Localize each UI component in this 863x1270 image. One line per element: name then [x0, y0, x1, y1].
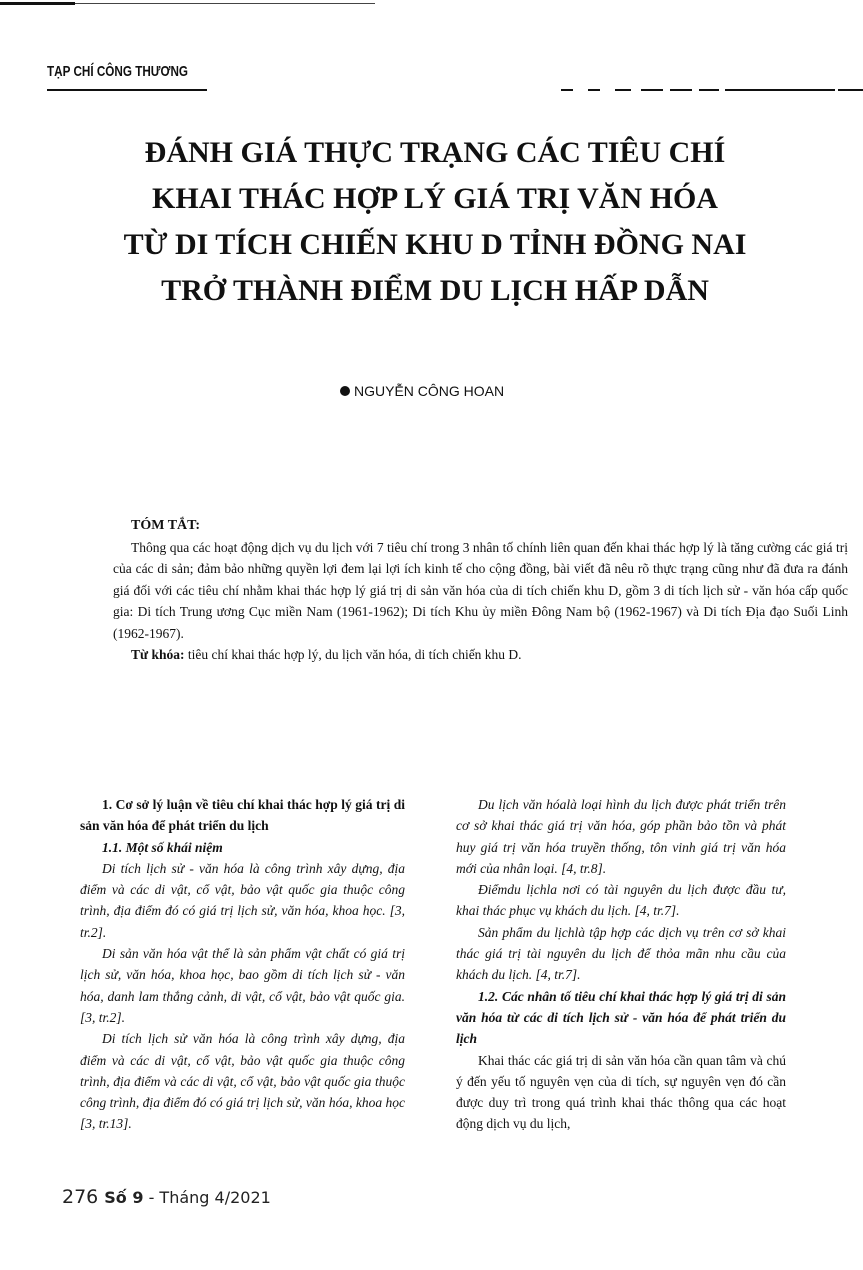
paragraph: Di tích lịch sử văn hóa là công trình xây dựng, địa điểm và các di vật, cổ vật, bảo vật quốc gia thuộc công trình, địa điểm và các di vật, cổ vật, bảo vật quốc gia thuộc công trình, địa điểm đó có giá trị lịch sử, văn hóa, khoa học [3, tr.13].	[80, 1031, 405, 1132]
header-rule-long	[725, 89, 835, 91]
header-rule-dash	[180, 89, 188, 91]
header-rule-dash	[588, 89, 600, 91]
paragraph: Điểmdu lịchla nơi có tài nguyên du lịch được đầu tư, khai thác phục vụ khách du lịch. [4, tr.7].	[456, 882, 786, 919]
paragraph: Di tích lịch sử - văn hóa là công trình xây dựng, địa điểm và các di vật, cổ vật, bảo vật quốc gia thuộc công trình, địa điểm đó có giá trị lịch sử, văn hóa, khoa học. [3, tr.2].	[80, 860, 405, 940]
journal-name: TẠP CHÍ CÔNG THƯƠNG	[47, 63, 189, 80]
title-line: KHAI THÁC HỢP LÝ GIÁ TRỊ VĂN HÓA	[152, 182, 718, 215]
keywords	[113, 644, 848, 666]
page-footer	[62, 1186, 271, 1208]
section-1-2-heading: 1.2. Các nhân tố tiêu chí khai thác hợp lý giá trị di sản văn hóa từ các di tích lịch sử - văn hóa để phát triển du lịch	[456, 988, 786, 1047]
title-line: ĐÁNH GIÁ THỰC TRẠNG CÁC TIÊU CHÍ	[144, 136, 726, 169]
header-rule-dash	[162, 89, 170, 91]
paragraph: Di sản văn hóa vật thể là sản phẩm vật chất có giá trị lịch sử, văn hóa, khoa học, bao gồm di tích lịch sử - văn hóa, danh lam thắng cảnh, di vật, cổ vật, bảo vật quốc gia. [3, tr.2].	[80, 946, 405, 1025]
abstract-body: Thông qua các hoạt động dịch vụ du lịch với 7 tiêu chí trong 3 nhân tố chính liên quan đến khai thác hợp lý là tăng cường các giá trị của các di sản; đảm bảo những quyền lợi đem lại lợi ích kinh tế cho cộng đồng, bài viết đã nêu rõ thực trạng cũng như đã đưa ra đánh giá đối với các tiêu chí nhằm khai thác hợp lý giá trị di sản văn hóa của di tích chiến khu D, gồm 3 di tích lịch sử - văn hóa cấp quốc gia: Di tích Trung ương Cục miền Nam (1961-1962); Di tích Khu ủy miền Đông Nam bộ (1962-1967) và Di tích Địa đạo Suối Linh (1962-1967).	[113, 539, 848, 641]
paragraph: Sản phẩm du lịchlà tập hợp các dịch vụ trên cơ sở khai thác giá trị tài nguyên du lịch để thỏa mãn nhu cầu của khách du lịch. [4, tr.7].	[456, 924, 786, 983]
top-scan-line	[0, 2, 75, 5]
issue-number: Số 9	[104, 1188, 144, 1207]
header-rule-dash	[615, 89, 631, 91]
page-number: 276	[62, 1186, 99, 1208]
author-name: NGUYỄN CÔNG HOAN	[354, 383, 505, 399]
section-1-heading: 1. Cơ sở lý luận về tiêu chí khai thác hợp lý giá trị di sản văn hóa để phát triển du lịch	[80, 797, 405, 834]
paragraph: Khai thác các giá trị di sản văn hóa cần quan tâm và chú ý đến yếu tố nguyên vẹn của di tích, sự nguyên vẹn đó cần được duy trì trong quá trình khai thác thông qua các hoạt động dịch vụ du lịch,	[456, 1052, 786, 1132]
header-rule-dash	[198, 89, 206, 91]
header-rule-dash	[699, 89, 719, 91]
header-rule-end	[838, 89, 863, 91]
author-byline	[340, 383, 504, 399]
keywords-text: tiêu chí khai thác hợp lý, du lịch văn hóa, di tích chiến khu D.	[184, 647, 522, 662]
title-line: TRỞ THÀNH ĐIỂM DU LỊCH HẤP DẪN	[161, 274, 709, 307]
header-rule-dash	[670, 89, 692, 91]
issue-date: - Tháng 4/2021	[143, 1188, 271, 1207]
abstract-section	[113, 515, 848, 666]
section-1-1-heading: 1.1. Một số khái niệm	[102, 839, 223, 855]
paragraph: Du lịch văn hóalà loại hình du lịch được phát triển trên cơ sở khai thác giá trị văn hóa, góp phần bảo tồn và phát huy giá trị văn hóa truyền thống, tôn vinh giá trị văn hóa mới của nhân loại. [4, tr.8].	[456, 797, 786, 876]
abstract-heading: TÓM TẮT:	[131, 518, 201, 533]
top-scan-line-thin	[75, 3, 375, 4]
keywords-label: Từ khóa:	[131, 647, 185, 662]
left-column	[80, 794, 405, 1135]
header-rule-dash	[641, 89, 663, 91]
right-column	[456, 794, 786, 1135]
article-title	[60, 130, 810, 314]
bullet-icon	[340, 386, 350, 396]
header-rule-dash	[561, 89, 573, 91]
title-line: TỪ DI TÍCH CHIẾN KHU D TỈNH ĐỒNG NAI	[123, 228, 747, 261]
